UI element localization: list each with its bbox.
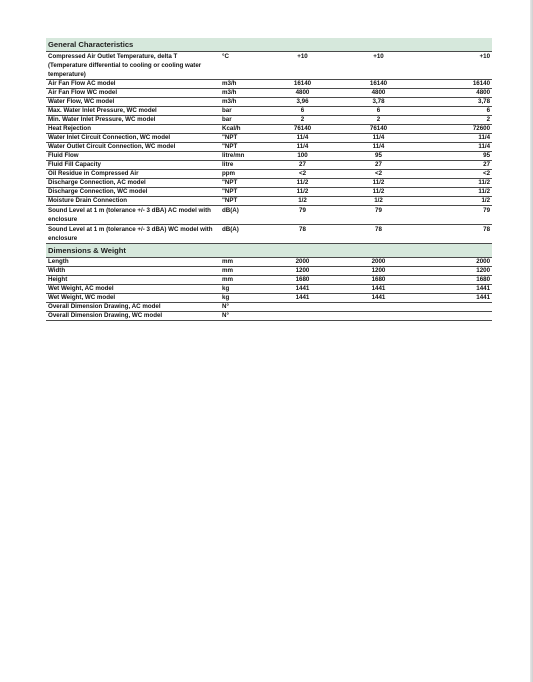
row-unit: kg bbox=[216, 294, 264, 303]
table-row bbox=[46, 285, 492, 294]
row-label: Air Fan Flow WC model bbox=[46, 89, 216, 98]
row-unit: "NPT bbox=[216, 188, 264, 197]
row-unit: litre/mn bbox=[216, 152, 264, 161]
table-row bbox=[46, 258, 492, 267]
row-value-1 bbox=[264, 312, 341, 321]
row-unit: °C bbox=[216, 52, 264, 80]
table-row bbox=[46, 267, 492, 276]
row-value-1: 78 bbox=[264, 225, 341, 244]
row-label: Height bbox=[46, 276, 216, 285]
row-value-2: <2 bbox=[341, 170, 416, 179]
row-unit: "NPT bbox=[216, 197, 264, 206]
row-unit: m3/h bbox=[216, 98, 264, 107]
row-unit: Kcal/h bbox=[216, 125, 264, 134]
row-value-3: 95 bbox=[416, 152, 492, 161]
row-value-2: 79 bbox=[341, 206, 416, 225]
row-unit: mm bbox=[216, 276, 264, 285]
table-row bbox=[46, 225, 492, 244]
table-row bbox=[46, 197, 492, 206]
row-unit: litre bbox=[216, 161, 264, 170]
table-row bbox=[46, 89, 492, 98]
table-row bbox=[46, 294, 492, 303]
table-row bbox=[46, 125, 492, 134]
row-value-3: 11/2 bbox=[416, 179, 492, 188]
row-label: Discharge Connection, WC model bbox=[46, 188, 216, 197]
row-unit: bar bbox=[216, 107, 264, 116]
row-label: Water Inlet Circuit Connection, WC model bbox=[46, 134, 216, 143]
row-label: Overall Dimension Drawing, AC model bbox=[46, 303, 216, 312]
row-label: Wet Weight, AC model bbox=[46, 285, 216, 294]
table-row bbox=[46, 98, 492, 107]
row-value-3: 4800 bbox=[416, 89, 492, 98]
table-row bbox=[46, 170, 492, 179]
row-value-1: 76140 bbox=[264, 125, 341, 134]
row-value-2: +10 bbox=[341, 52, 416, 80]
row-unit: N° bbox=[216, 303, 264, 312]
row-value-1: 1441 bbox=[264, 294, 341, 303]
spec-table bbox=[46, 38, 492, 321]
row-value-3: 11/4 bbox=[416, 134, 492, 143]
row-value-2: 16140 bbox=[341, 80, 416, 89]
row-value-1: +10 bbox=[264, 52, 341, 80]
row-value-3: 1680 bbox=[416, 276, 492, 285]
row-value-3: 27 bbox=[416, 161, 492, 170]
row-label: Sound Level at 1 m (tolerance +/- 3 dBA) AC model with enclosure bbox=[46, 206, 216, 225]
row-value-1: 100 bbox=[264, 152, 341, 161]
row-label: Moisture Drain Connection bbox=[46, 197, 216, 206]
row-value-3: 2000 bbox=[416, 258, 492, 267]
row-value-1: 11/2 bbox=[264, 179, 341, 188]
row-label: Air Fan Flow AC model bbox=[46, 80, 216, 89]
row-value-2: 11/2 bbox=[341, 188, 416, 197]
row-label: Heat Rejection bbox=[46, 125, 216, 134]
row-unit: bar bbox=[216, 116, 264, 125]
row-value-3: 72600 bbox=[416, 125, 492, 134]
row-value-2: 76140 bbox=[341, 125, 416, 134]
row-value-1: 2000 bbox=[264, 258, 341, 267]
row-unit: m3/h bbox=[216, 80, 264, 89]
row-value-1: 1441 bbox=[264, 285, 341, 294]
row-value-2: 27 bbox=[341, 161, 416, 170]
row-value-3: 1441 bbox=[416, 294, 492, 303]
row-unit: mm bbox=[216, 258, 264, 267]
spec-sheet bbox=[46, 38, 492, 321]
row-value-2: 4800 bbox=[341, 89, 416, 98]
row-value-2: 95 bbox=[341, 152, 416, 161]
table-row bbox=[46, 134, 492, 143]
row-label: Fluid Flow bbox=[46, 152, 216, 161]
row-unit: "NPT bbox=[216, 143, 264, 152]
row-value-2: 6 bbox=[341, 107, 416, 116]
row-label: Overall Dimension Drawing, WC model bbox=[46, 312, 216, 321]
row-value-1: 11/4 bbox=[264, 134, 341, 143]
row-value-3: 3,78 bbox=[416, 98, 492, 107]
row-value-2: 1200 bbox=[341, 267, 416, 276]
row-value-3: 11/4 bbox=[416, 143, 492, 152]
row-value-3: 78 bbox=[416, 225, 492, 244]
table-row bbox=[46, 276, 492, 285]
row-unit: "NPT bbox=[216, 179, 264, 188]
row-value-1 bbox=[264, 303, 341, 312]
row-value-2: 1441 bbox=[341, 285, 416, 294]
row-label: Min. Water Inlet Pressure, WC model bbox=[46, 116, 216, 125]
row-value-2: 3,78 bbox=[341, 98, 416, 107]
row-value-3: <2 bbox=[416, 170, 492, 179]
row-value-2: 2000 bbox=[341, 258, 416, 267]
row-label: Sound Level at 1 m (tolerance +/- 3 dBA) WC model with enclosure bbox=[46, 225, 216, 244]
section-header bbox=[46, 244, 492, 258]
table-row bbox=[46, 161, 492, 170]
row-unit: kg bbox=[216, 285, 264, 294]
row-label: Width bbox=[46, 267, 216, 276]
row-value-2: 1441 bbox=[341, 294, 416, 303]
row-label: Length bbox=[46, 258, 216, 267]
row-value-2: 11/4 bbox=[341, 143, 416, 152]
row-value-3: 1200 bbox=[416, 267, 492, 276]
row-label: Water Flow, WC model bbox=[46, 98, 216, 107]
row-unit: mm bbox=[216, 267, 264, 276]
row-value-1: 1200 bbox=[264, 267, 341, 276]
row-unit: ppm bbox=[216, 170, 264, 179]
row-value-1: 4800 bbox=[264, 89, 341, 98]
table-row bbox=[46, 188, 492, 197]
table-row bbox=[46, 80, 492, 89]
row-value-1: 16140 bbox=[264, 80, 341, 89]
row-unit: dB(A) bbox=[216, 225, 264, 244]
row-value-2: 1/2 bbox=[341, 197, 416, 206]
row-unit: "NPT bbox=[216, 134, 264, 143]
row-value-3 bbox=[416, 312, 492, 321]
row-value-1: 79 bbox=[264, 206, 341, 225]
row-value-2: 78 bbox=[341, 225, 416, 244]
table-row bbox=[46, 116, 492, 125]
row-label: Fluid Fill Capacity bbox=[46, 161, 216, 170]
row-value-2: 2 bbox=[341, 116, 416, 125]
table-row bbox=[46, 143, 492, 152]
row-value-3: 16140 bbox=[416, 80, 492, 89]
row-label: Wet Weight, WC model bbox=[46, 294, 216, 303]
row-value-1: 11/4 bbox=[264, 143, 341, 152]
row-unit: N° bbox=[216, 312, 264, 321]
row-label: Max. Water Inlet Pressure, WC model bbox=[46, 107, 216, 116]
spec-table-body bbox=[46, 38, 492, 321]
row-label: Compressed Air Outlet Temperature, delta T (Temperature differential to cooling or cooling water temperature) bbox=[46, 52, 216, 80]
section-title: Dimensions & Weight bbox=[46, 244, 492, 258]
table-row bbox=[46, 303, 492, 312]
row-unit: m3/h bbox=[216, 89, 264, 98]
row-value-1: 3,96 bbox=[264, 98, 341, 107]
row-value-1: 11/2 bbox=[264, 188, 341, 197]
row-value-1: 27 bbox=[264, 161, 341, 170]
row-value-3: 6 bbox=[416, 107, 492, 116]
row-value-2: 11/4 bbox=[341, 134, 416, 143]
row-label: Oil Residue in Compressed Air bbox=[46, 170, 216, 179]
row-value-1: 6 bbox=[264, 107, 341, 116]
row-value-1: 2 bbox=[264, 116, 341, 125]
row-unit: dB(A) bbox=[216, 206, 264, 225]
row-value-1: 1680 bbox=[264, 276, 341, 285]
row-value-3: +10 bbox=[416, 52, 492, 80]
table-row bbox=[46, 179, 492, 188]
row-value-3 bbox=[416, 303, 492, 312]
row-value-1: 1/2 bbox=[264, 197, 341, 206]
table-row bbox=[46, 152, 492, 161]
row-value-3: 11/2 bbox=[416, 188, 492, 197]
row-value-2 bbox=[341, 303, 416, 312]
section-header bbox=[46, 38, 492, 52]
row-label: Water Outlet Circuit Connection, WC model bbox=[46, 143, 216, 152]
section-title: General Characteristics bbox=[46, 38, 492, 52]
table-row bbox=[46, 312, 492, 321]
table-row bbox=[46, 107, 492, 116]
row-label: Discharge Connection, AC model bbox=[46, 179, 216, 188]
row-value-2: 11/2 bbox=[341, 179, 416, 188]
row-value-3: 1441 bbox=[416, 285, 492, 294]
row-value-2: 1680 bbox=[341, 276, 416, 285]
row-value-1: <2 bbox=[264, 170, 341, 179]
row-value-3: 2 bbox=[416, 116, 492, 125]
row-value-2 bbox=[341, 312, 416, 321]
row-value-3: 1/2 bbox=[416, 197, 492, 206]
row-value-3: 79 bbox=[416, 206, 492, 225]
table-row bbox=[46, 206, 492, 225]
table-row bbox=[46, 52, 492, 80]
